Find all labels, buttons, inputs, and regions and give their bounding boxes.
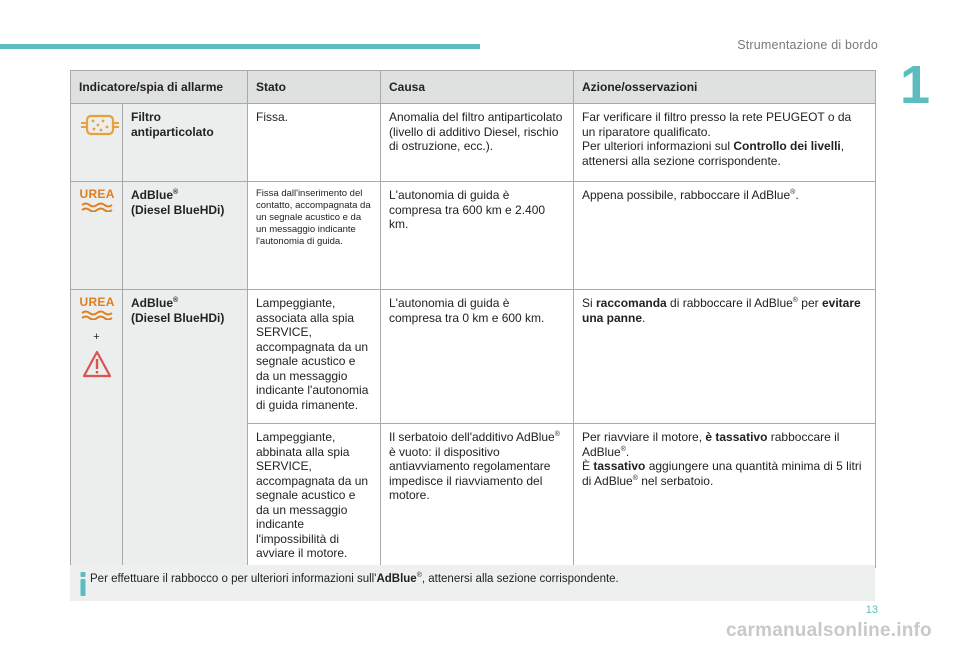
section-title: Strumentazione di bordo xyxy=(737,38,878,52)
page-number: 13 xyxy=(865,604,878,616)
azione-cell: Far verificare il filtro presso la rete PEUGEOT o da un riparatore qualificato. Per ulteriori informazioni sul Controllo dei livelli, attenersi alla sezione corrispondente. xyxy=(574,104,876,182)
column-header-azione: Azione/osservazioni xyxy=(574,71,876,104)
adblue-ref: AdBlue xyxy=(376,573,417,585)
azione-cell: Si raccomanda di rabboccare il AdBlue® per evitare una panne. xyxy=(574,290,876,424)
table-header-row xyxy=(71,71,876,104)
table-row xyxy=(71,104,876,182)
particulate-filter-icon xyxy=(79,112,121,138)
chapter-number: 1 xyxy=(900,60,931,110)
stato-cell: Fissa dall'inserimento del contatto, accompagnata da un segnale acustico e da un messaggio indicante l'autonomia di guida. xyxy=(248,182,381,290)
plus-sign: + xyxy=(93,330,100,343)
warning-triangle-icon xyxy=(82,350,112,378)
causa-cell: L'autonomia di guida è compresa tra 600 km e 2.400 km. xyxy=(381,182,574,290)
header-accent-bar xyxy=(0,44,480,49)
stato-cell: Lampeggiante, associata alla spia SERVICE, accompagnata da un segnale acustico e da un messaggio indicante l'autonomia di guida rimanente. xyxy=(248,290,381,424)
table-row xyxy=(71,290,876,424)
stato-cell: Lampeggiante, abbinata alla spia SERVICE, accompagnata da un segnale acustico e da un messaggio indicante l'impossibilità di avviare il motore. xyxy=(248,424,381,568)
azione-cell: Appena possibile, rabboccare il AdBlue®. xyxy=(574,182,876,290)
causa-cell: Il serbatoio dell'additivo AdBlue® è vuoto: il dispositivo antiavviamento regolamentare impedisce il riavviamento del motore. xyxy=(381,424,574,568)
urea-icon: UREA xyxy=(80,188,114,216)
table-row xyxy=(71,182,876,290)
azione-cell: Per riavviare il motore, è tassativo rabboccare il AdBlue®. È tassativo aggiungere una quantità minima di 5 litri di AdBlue® nel serbatoio. xyxy=(574,424,876,568)
note-text: Per effettuare il rabbocco o per ulteriori informazioni sull'AdBlue®, attenersi alla sezione corrispondente. xyxy=(90,572,619,585)
column-header-causa: Causa xyxy=(381,71,574,104)
controllo-livelli-ref: Controllo dei livelli xyxy=(733,139,841,153)
filter-icon-cell xyxy=(71,104,123,182)
causa-cell: L'autonomia di guida è compresa tra 0 km e 600 km. xyxy=(381,290,574,424)
indicator-name: AdBlue® (Diesel BlueHDi) xyxy=(123,182,248,290)
info-icon xyxy=(78,571,88,597)
stato-cell: Fissa. xyxy=(248,104,381,182)
urea-service-icon-cell xyxy=(71,290,123,568)
chapter-tab xyxy=(900,60,960,110)
indicator-name: Filtro antiparticolato xyxy=(123,104,248,182)
causa-cell: Anomalia del filtro antiparticolato (livello di additivo Diesel, rischio di ostruzione, ecc.). xyxy=(381,104,574,182)
info-note xyxy=(70,565,875,601)
column-header-stato: Stato xyxy=(248,71,381,104)
indicator-name: AdBlue® (Diesel BlueHDi) xyxy=(123,290,248,568)
urea-icon: UREA xyxy=(80,296,114,324)
watermark: carmanualsonline.info xyxy=(726,620,932,641)
warning-lights-table xyxy=(70,70,876,568)
column-header-indicator: Indicatore/spia di allarme xyxy=(71,71,248,104)
urea-icon-cell xyxy=(71,182,123,290)
